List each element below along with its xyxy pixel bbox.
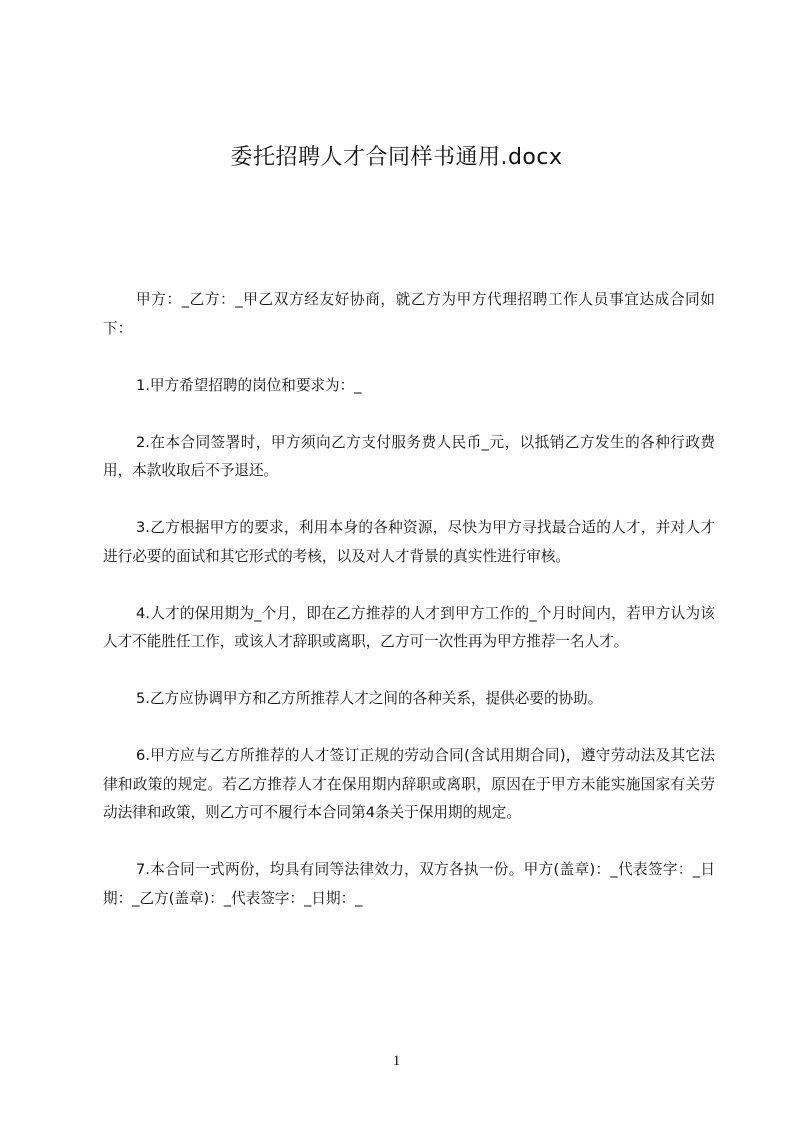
paragraph-clause-6: 6.甲方应与乙方所推荐的人才签订正规的劳动合同(含试用期合同)，遵守劳动法及其它法律和政策的规定。若乙方推荐人才在保用期内辞职或离职，原因在于甲方未能实施国家有关劳动法律和政策，则乙方可不履行本合同第4条关于保用期的规定。 xyxy=(103,747,715,821)
paragraph-clause-7: 7.本合同一式两份，均具有同等法律效力，双方各执一份。甲方(盖章)：_代表签字：_日期：_乙方(盖章)：_代表签字：_日期：_ xyxy=(103,861,715,907)
paragraph-clause-4: 4.人才的保用期为_个月，即在乙方推荐的人才到甲方工作的_个月时间内，若甲方认为该人才不能胜任工作，或该人才辞职或离职，乙方可一次性再为甲方推荐一名人才。 xyxy=(103,604,715,650)
paragraph-clause-3: 3.乙方根据甲方的要求，利用本身的各种资源，尽快为甲方寻找最合适的人才，并对人才进行必要的面试和其它形式的考核，以及对人才背景的真实性进行审核。 xyxy=(103,519,715,565)
paragraph-clause-2: 2.在本合同签署时，甲方须向乙方支付服务费人民币_元，以抵销乙方发生的各种行政费用，本款收取后不予退还。 xyxy=(103,433,715,479)
document-body xyxy=(103,286,715,942)
paragraph-clause-5: 5.乙方应协调甲方和乙方所推荐人才之间的各种关系，提供必要的协助。 xyxy=(136,690,603,707)
paragraph-parties: 甲方：_乙方：_甲乙双方经友好协商，就乙方为甲方代理招聘工作人员事宜达成合同如下： xyxy=(103,291,715,337)
paragraph-clause-1: 1.甲方希望招聘的岗位和要求为：_ xyxy=(136,376,362,394)
document-title: 委托招聘人才合同样书通用.docx xyxy=(230,145,563,170)
page-number: 1 xyxy=(392,1053,401,1069)
